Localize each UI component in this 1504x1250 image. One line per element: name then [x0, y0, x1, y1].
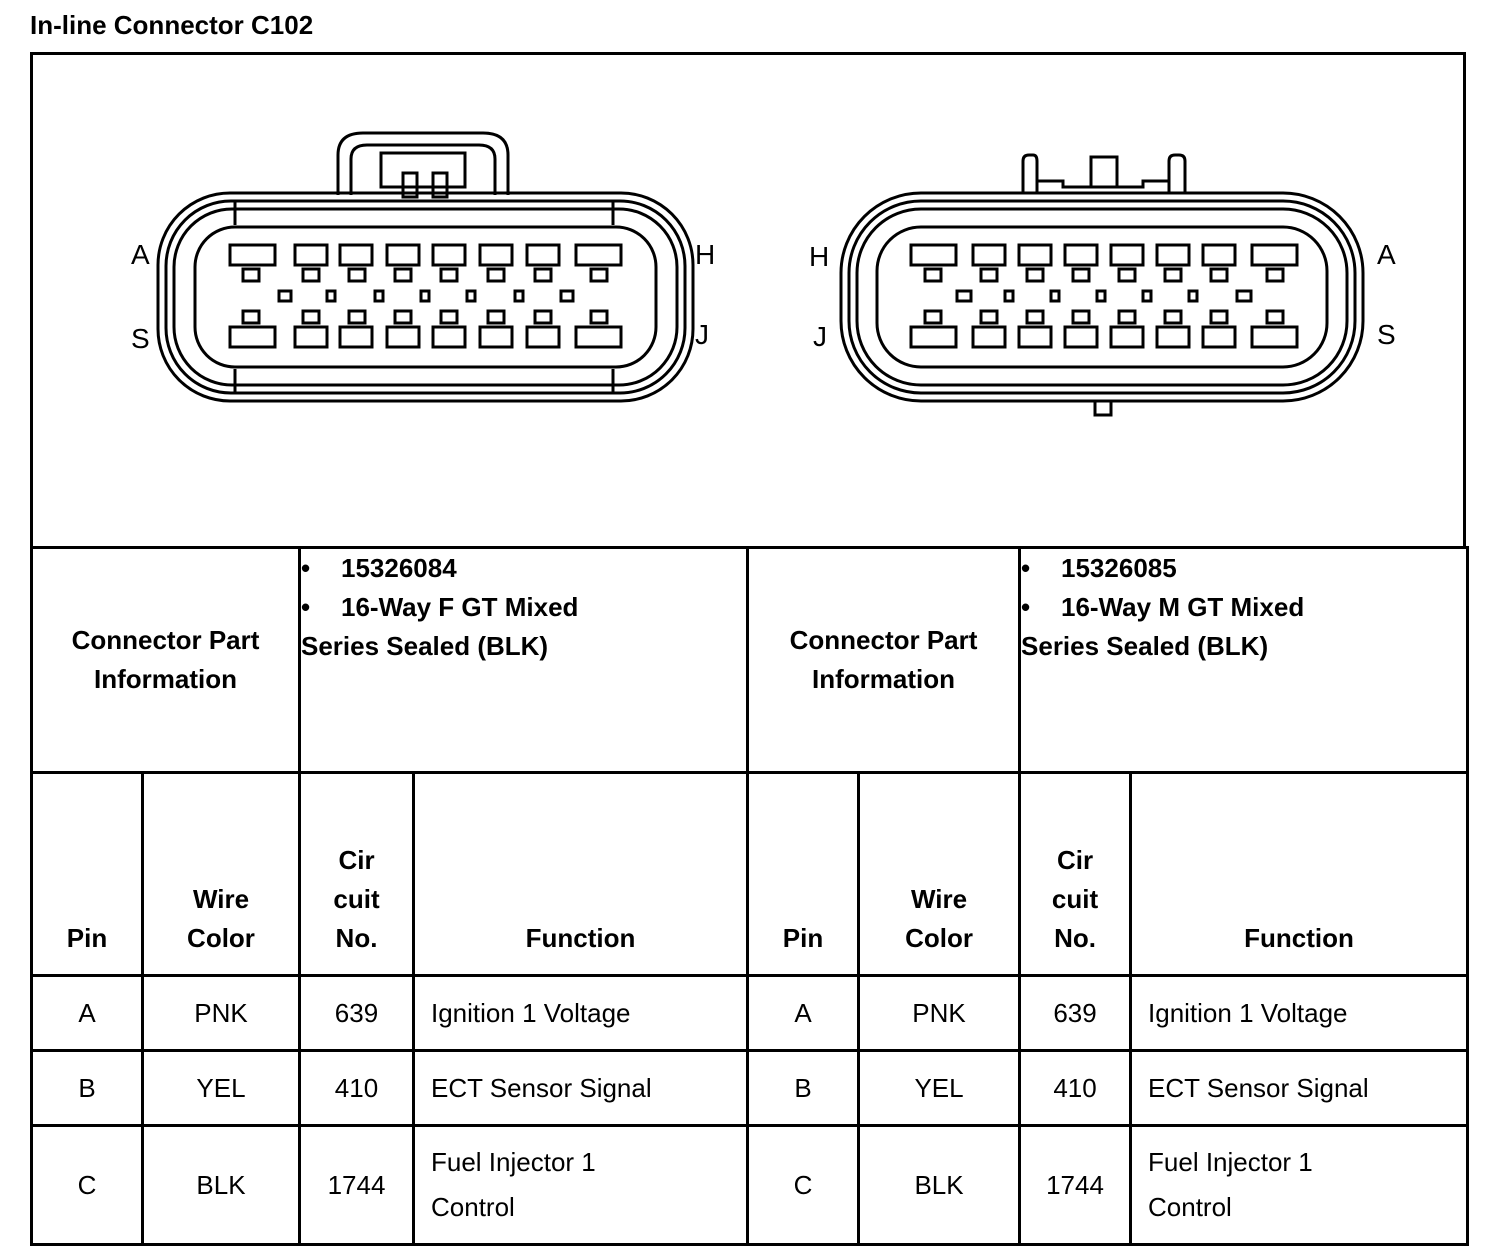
circuit-cell: 1744 — [300, 1126, 414, 1245]
left-part-number: 15326084 — [341, 553, 457, 583]
pin-cell: B — [748, 1051, 859, 1126]
pin-cell: B — [32, 1051, 143, 1126]
header-wire-color: Wire Color — [143, 773, 300, 976]
circuit-cell: 639 — [300, 976, 414, 1051]
right-label-top-left: H — [809, 241, 830, 272]
function-cell: Ignition 1 Voltage — [1131, 976, 1468, 1051]
header-circuit-right: Cir cuit No. — [1020, 773, 1131, 976]
right-label-top-right: A — [1377, 239, 1396, 270]
wire-color-cell: YEL — [143, 1051, 300, 1126]
left-connector-cavities — [230, 245, 621, 347]
connector-drawing-frame — [30, 52, 1466, 546]
header-circuit: Cir cuit No. — [300, 773, 414, 976]
function-cell: ECT Sensor Signal — [1131, 1051, 1468, 1126]
right-connector-cavities — [911, 245, 1297, 347]
circuit-cell: 410 — [1020, 1051, 1131, 1126]
table-header-row — [32, 773, 1468, 976]
pin-cell: A — [748, 976, 859, 1051]
circuit-cell: 639 — [1020, 976, 1131, 1051]
table-row — [32, 1126, 1468, 1245]
right-info-label: Connector Part Information — [748, 548, 1020, 773]
pin-cell: C — [748, 1126, 859, 1245]
header-function-right: Function — [1131, 773, 1468, 976]
header-pin-right: Pin — [748, 773, 859, 976]
left-description-line1: 16-Way F GT Mixed — [341, 592, 579, 622]
function-cell: Fuel Injector 1 Control — [414, 1126, 748, 1245]
left-connector-illustration — [158, 133, 693, 401]
wire-color-cell: BLK — [143, 1126, 300, 1245]
table-row — [32, 1051, 1468, 1126]
left-description-line2: Series Sealed (BLK) — [301, 631, 549, 661]
wire-color-cell: YEL — [859, 1051, 1020, 1126]
right-label-bottom-left: J — [813, 321, 827, 352]
circuit-cell: 410 — [300, 1051, 414, 1126]
wire-color-cell: PNK — [143, 976, 300, 1051]
left-label-top-left: A — [131, 239, 150, 270]
left-part-info: • 15326084 • 16-Way F GT Mixed Series Sealed (BLK) — [300, 548, 748, 773]
left-label-top-right: H — [695, 239, 716, 270]
diagram-title: In-line Connector C102 — [30, 10, 314, 40]
pinout-table — [30, 546, 1469, 1246]
function-cell: ECT Sensor Signal — [414, 1051, 748, 1126]
wire-color-cell: BLK — [859, 1126, 1020, 1245]
right-description-line1: 16-Way M GT Mixed — [1061, 592, 1305, 622]
right-label-bottom-right: S — [1377, 319, 1396, 350]
table-row — [32, 976, 1468, 1051]
circuit-cell: 1744 — [1020, 1126, 1131, 1245]
right-connector-illustration — [841, 155, 1363, 415]
function-cell: Fuel Injector 1 Control — [1131, 1126, 1468, 1245]
header-wire-color-right: Wire Color — [859, 773, 1020, 976]
pin-cell: C — [32, 1126, 143, 1245]
right-part-info: • 15326085 • 16-Way M GT Mixed Series Sealed (BLK) — [1020, 548, 1468, 773]
left-info-label: Connector Part Information — [32, 548, 300, 773]
connector-info-row — [32, 548, 1468, 773]
pin-cell: A — [32, 976, 143, 1051]
header-function: Function — [414, 773, 748, 976]
header-pin: Pin — [32, 773, 143, 976]
right-part-number: 15326085 — [1061, 553, 1177, 583]
connector-drawings — [33, 55, 1469, 549]
function-cell: Ignition 1 Voltage — [414, 976, 748, 1051]
wire-color-cell: PNK — [859, 976, 1020, 1051]
left-label-bottom-left: S — [131, 323, 150, 354]
right-description-line2: Series Sealed (BLK) — [1021, 631, 1269, 661]
left-label-bottom-right: J — [695, 319, 709, 350]
